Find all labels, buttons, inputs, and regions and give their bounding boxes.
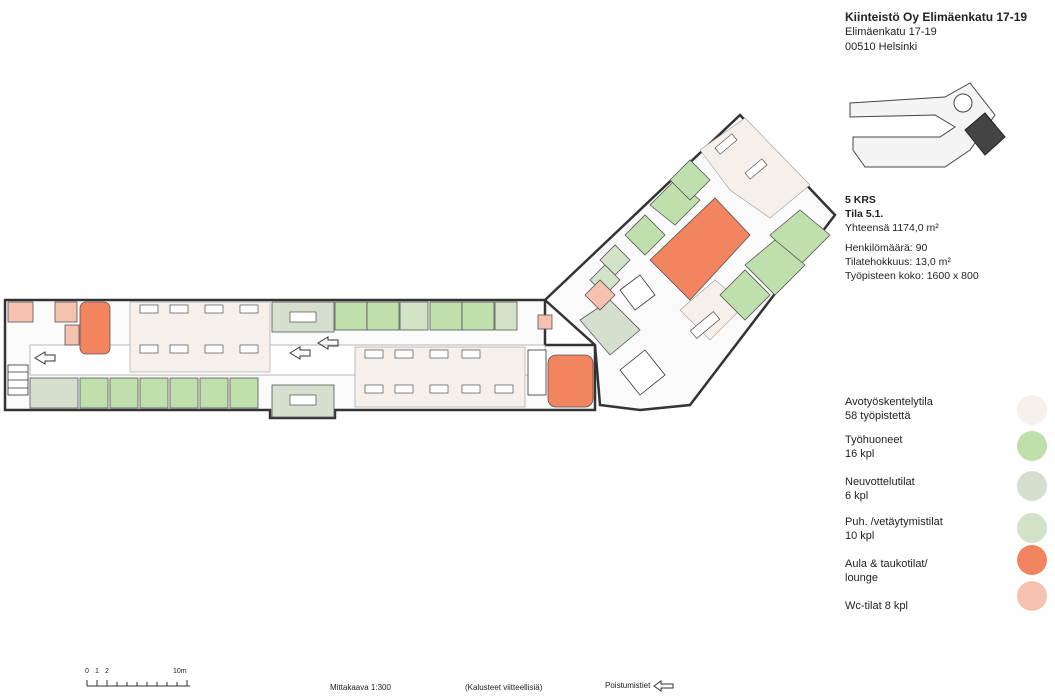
scale-caption: Mittakaava 1:300 [330, 683, 391, 692]
space-label: Tila 5.1. [845, 208, 884, 220]
legend-swatch [1017, 581, 1047, 611]
legend-item-lounge [845, 557, 1050, 585]
total-area: Yhteensä 1174,0 m² [845, 222, 939, 234]
legend-label: Työhuoneet [845, 434, 903, 446]
scale-tick-2: 2 [105, 668, 109, 675]
legend-swatch [1017, 395, 1047, 425]
people-count: Henkilömäärä: 90 [845, 242, 928, 254]
building-title: Kiinteistö Oy Elimäenkatu 17-19 [845, 10, 1028, 24]
street-address: Elimäenkatu 17-19 [845, 26, 937, 38]
legend-swatch [1017, 513, 1047, 543]
legend-label: Aula & taukotilat/ [845, 558, 928, 570]
legend-label: Puh. /vetäytymistilat [845, 516, 943, 528]
key-plan [845, 75, 1010, 175]
legend-sub: 16 kpl [845, 448, 875, 460]
legend-sub: lounge [845, 572, 879, 584]
scale-bar [85, 668, 195, 695]
exit-label: Poistumistiet [605, 681, 651, 691]
scale-tick-10m: 10m [173, 668, 187, 675]
legend-label: Wc-tilat 8 kpl [845, 600, 908, 612]
legend-item-phone [845, 515, 1050, 543]
legend-sub: 58 työpistettä [845, 410, 911, 422]
floor-label: 5 KRS [845, 194, 876, 206]
legend-swatch [1017, 471, 1047, 501]
legend-item-open [845, 395, 1050, 423]
address-header [845, 10, 1027, 55]
legend-sub: 6 kpl [845, 490, 869, 502]
legend-label: Avotyöskentelytila [845, 396, 933, 408]
legend-item-meeting [845, 475, 1050, 503]
legend-label: Neuvottelutilat [845, 476, 915, 488]
legend-swatch [1017, 431, 1047, 461]
floor-info [845, 193, 979, 283]
scale-tick-0: 0 [85, 668, 89, 675]
scale-tick-1: 1 [95, 668, 99, 675]
legend-swatch [1017, 545, 1047, 575]
exit-legend [605, 680, 675, 692]
city-address: 00510 Helsinki [845, 41, 918, 53]
legend-item-wc [845, 599, 1050, 613]
exit-arrow-icon [653, 680, 675, 692]
legend-item-office [845, 433, 1050, 461]
furniture-note: (Kalusteet viitteellisiä) [465, 683, 543, 692]
legend-sub: 10 kpl [845, 530, 875, 542]
space-efficiency: Tilatehokkuus: 13,0 m² [845, 256, 951, 268]
workstation-size: Työpisteen koko: 1600 x 800 [845, 270, 979, 282]
